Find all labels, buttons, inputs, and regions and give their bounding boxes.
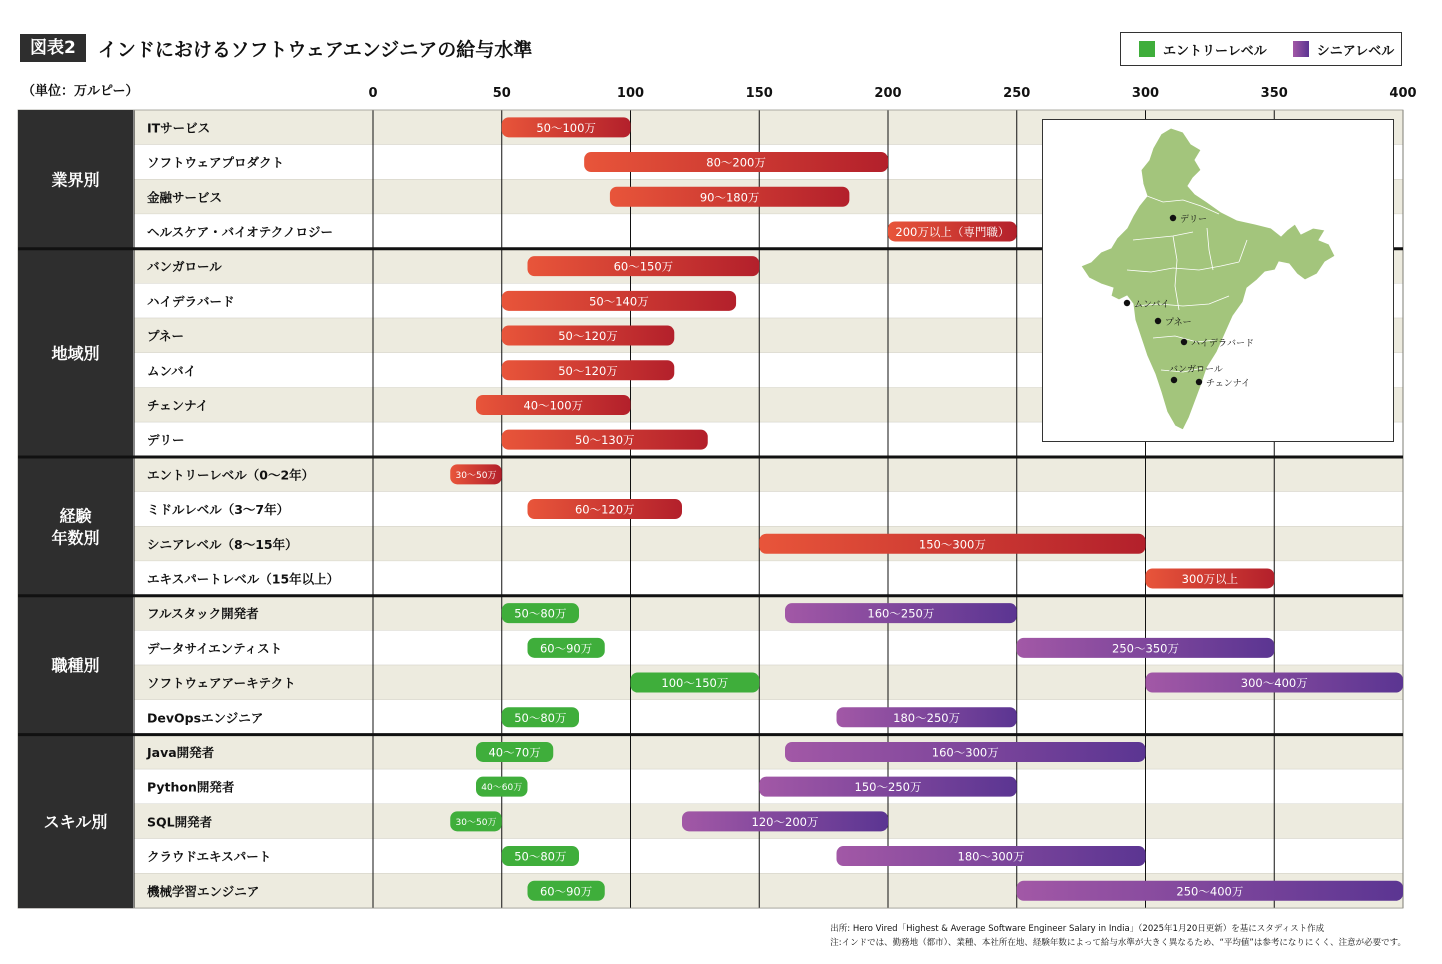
india-map (1042, 119, 1394, 442)
city-label: ハイデラバード (1191, 339, 1255, 349)
bar-label: 30〜50万 (455, 817, 497, 828)
row-label: ミドルレベル（3〜7年） (147, 502, 290, 518)
legend-label-entry: エントリーレベル (1163, 43, 1267, 59)
city-dot (1181, 339, 1187, 345)
row-band (134, 457, 1403, 492)
bar-label: 160〜250万 (867, 606, 935, 621)
bar-label: 180〜250万 (893, 710, 961, 725)
bar-label: 80〜200万 (706, 155, 766, 170)
bar-label: 50〜80万 (514, 849, 567, 864)
city-label: プネー (1165, 318, 1192, 328)
india-map-svg (1043, 120, 1395, 443)
bar-label: 90〜180万 (699, 190, 760, 205)
row-label: ハイデラバード (147, 293, 235, 309)
chart-title: インドにおけるソフトウェアエンジニアの給与水準 (97, 38, 533, 61)
city-label: チェンナイ (1206, 379, 1251, 389)
bar-label: 250〜350万 (1112, 641, 1179, 656)
bar-label: 100〜150万 (661, 676, 729, 691)
row-band (134, 596, 1403, 631)
bar-label: 60〜120万 (574, 502, 635, 517)
group-label: 年数別 (51, 528, 100, 548)
city-dot (1170, 215, 1176, 221)
group-label: スキル別 (43, 812, 108, 832)
bar-label: 50〜120万 (558, 363, 618, 378)
bar-label: 30〜50万 (455, 470, 497, 481)
bar-label: 60〜150万 (613, 259, 674, 274)
row-label: デリー (147, 432, 185, 448)
group-label: 職種別 (51, 656, 100, 676)
row-label: エキスパートレベル（15年以上） (147, 571, 340, 587)
bar-label: 50〜120万 (558, 329, 618, 344)
row-label: Java開発者 (147, 744, 215, 760)
bar-label: 40〜100万 (523, 398, 584, 413)
bar-label: 200万以上（専門職） (895, 224, 1010, 239)
row-label: ヘルスケア・バイオテクノロジー (147, 224, 334, 240)
x-tick-label: 350 (1260, 86, 1288, 101)
city-dot (1196, 379, 1202, 385)
bar-label: 50〜100万 (536, 120, 596, 135)
caveat-note: 注:インドでは、勤務地（都市）、業種、本社所在地、経験年数によって給与水準が大きく異なるため、“平均値”は参考になりにくく、注意が必要です。 (830, 938, 1406, 948)
bar-label: 40〜60万 (481, 783, 523, 794)
row-label: フルスタック開発者 (147, 606, 259, 622)
bar-label: 50〜130万 (574, 433, 635, 448)
bar-label: 60〜90万 (539, 641, 593, 656)
bar-label: 60〜90万 (539, 884, 593, 899)
x-tick-label: 0 (368, 86, 378, 101)
bar-label: 300万以上 (1181, 571, 1239, 586)
bar-label: 50〜80万 (514, 606, 567, 621)
x-tick-label: 100 (616, 86, 645, 101)
row-label: プネー (147, 328, 185, 344)
row-label: ソフトウェアプロダクト (147, 155, 285, 171)
x-tick-labels (368, 86, 1416, 101)
bar-label: 180〜300万 (957, 849, 1025, 864)
city-label: ムンバイ (1134, 300, 1170, 310)
x-tick-label: 300 (1131, 86, 1160, 101)
row-label: 金融サービス (147, 189, 223, 205)
row-band (134, 735, 1403, 770)
row-label: バンガロール (147, 259, 222, 275)
footnotes (830, 922, 1406, 950)
row-label: ITサービス (147, 120, 211, 136)
row-label: SQL開発者 (147, 814, 213, 830)
row-label: シニアレベル（8〜15年） (147, 536, 298, 552)
bar-label: 150〜300万 (918, 537, 986, 552)
x-tick-label: 400 (1389, 86, 1417, 101)
city-dot (1124, 300, 1130, 306)
bar-label: 250〜400万 (1176, 884, 1244, 899)
legend-label-senior: シニアレベル (1316, 43, 1395, 59)
row-band (134, 492, 1403, 527)
x-tick-label: 250 (1003, 86, 1031, 101)
x-tick-label: 200 (874, 86, 902, 101)
city-dot (1155, 318, 1161, 324)
bar-label: 150〜250万 (854, 780, 922, 795)
row-label: ムンバイ (147, 363, 197, 379)
row-label: エントリーレベル（0〜2年） (147, 467, 315, 483)
bar-label: 40〜70万 (488, 745, 541, 760)
row-label: チェンナイ (147, 397, 209, 413)
city-label: バンガロール (1169, 365, 1223, 375)
bar-label: 50〜140万 (589, 294, 649, 309)
group-label-bg (18, 457, 133, 596)
figure-label: 図表2 (20, 34, 86, 62)
group-label: 地域別 (51, 343, 100, 363)
bar-label: 160〜300万 (931, 745, 999, 760)
bar-label: 120〜200万 (751, 814, 819, 829)
row-label: Python開発者 (147, 779, 235, 795)
row-label: ソフトウェアアーキテクト (147, 675, 296, 691)
row-label: クラウドエキスパート (147, 849, 272, 865)
source-note: 出所: Hero Vired「Highest & Average Software Engineer Salary in India」（2025年1月20日更新）を基にスタディスト作成 (830, 924, 1325, 934)
bar-label: 50〜80万 (514, 710, 567, 725)
x-tick-label: 150 (745, 86, 773, 101)
bar-label: 300〜400万 (1240, 676, 1308, 691)
row-label: DevOpsエンジニア (147, 710, 264, 726)
unit-label: （単位：万ルピー） (22, 84, 139, 99)
city-label: デリー (1180, 215, 1208, 225)
row-label: 機械学習エンジニア (147, 883, 260, 899)
group-labels (18, 110, 133, 908)
row-band (134, 700, 1403, 735)
group-label: 業界別 (51, 170, 100, 190)
row-band (134, 839, 1403, 874)
row-label: データサイエンティスト (147, 640, 283, 656)
x-tick-label: 50 (492, 86, 511, 101)
group-label: 経験 (59, 506, 92, 526)
city-dot (1171, 377, 1177, 383)
